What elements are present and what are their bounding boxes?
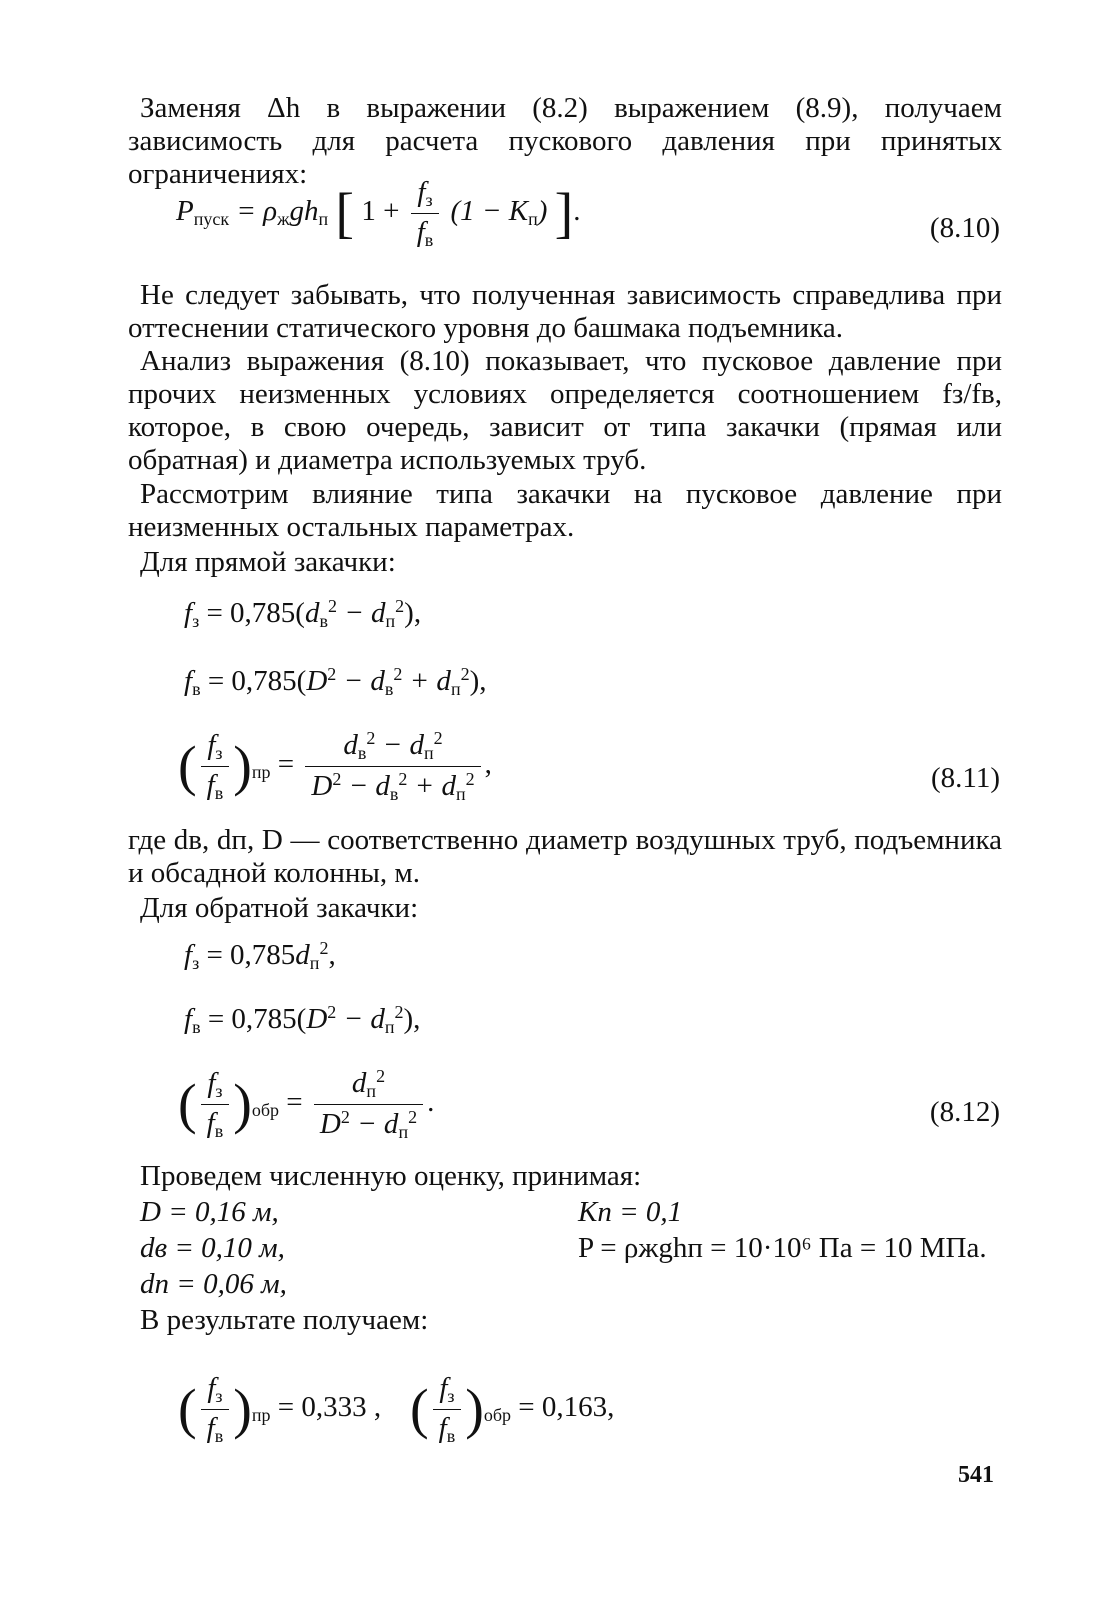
result-reverse: ( $\frac{f_з}{f_в}$ )$_{обр} = 0,163$, [410, 1372, 615, 1446]
page-number: 541 [958, 1462, 994, 1488]
paragraph-4: Рассмотрим влияние типа закачки на пусковое давление при неизменных остальных параметрах. [128, 478, 1002, 543]
paragraph-2: Не следует забывать, что полученная зависимость справедлива при оттеснении статического уровня до башмака подъемника. [128, 279, 1002, 344]
equation-number-8-10: (8.10) [929, 212, 1000, 244]
param-D: D = 0,16 м, [140, 1196, 279, 1228]
paragraph-7: Для обратной закачки: [140, 892, 419, 924]
result-direct-value: 0,333 [301, 1391, 367, 1424]
equation-fv-direct: $f_в = 0,785(D^2 - d_в^2 + d_п^2)$, [184, 664, 487, 699]
equation-fz-reverse: $f_з = 0,785d_п^2$, [184, 938, 336, 973]
equation-number-8-12: (8.12) [929, 1096, 1000, 1128]
param-dv: dв = 0,10 м, [140, 1232, 285, 1264]
paragraph-5: Для прямой закачки: [140, 546, 396, 578]
equation-fv-reverse: $f_в = 0,785(D^2 - d_п^2)$, [184, 1002, 421, 1037]
equation-ratio-direct: ( $\frac{f_з}{f_в}$ )$_{пр}$ = $\frac{d_в^2 - d_п^2}{D^2 - d_в^2 + d_п^2}$ , [178, 728, 492, 804]
result-direct: ( $\frac{f_з}{f_в}$ )$_{пр} = 0,333$ , [178, 1372, 382, 1446]
paragraph-3: Анализ выражения (8.10) показывает, что пусковое давление при прочих неизменных условиях определяется соотношением fз/fв, которое, в свою очередь, зависит от типа закачки (прямая или обратная) и диаметра используемых труб. [128, 345, 1002, 476]
param-P: P = ρжghп = 10·10⁶ Па = 10 МПа. [578, 1232, 987, 1264]
equation-number-8-11: (8.11) [931, 762, 1000, 794]
paragraph-8: Проведем численную оценку, принимая: [140, 1160, 642, 1192]
paragraph-6: где dв, dп, D — соответственно диаметр воздушных труб, подъемника и обсадной колонны, м. [128, 824, 1002, 889]
equation-fz-direct: $f_з = 0,785(d_в^2 - d_п^2)$, [184, 596, 422, 631]
paragraph-1: Заменяя Δh в выражении (8.2) выражением (8.9), получаем зависимость для расчета пускового давления при принятых ограничениях: [128, 92, 1002, 190]
equation-8-10: $P_{пуск} = \rho_жgh_п$ [ 1 + $\frac{f_з}{f_в}$ $(1 - K_п)$ ]. [176, 176, 581, 250]
param-dp: dп = 0,06 м, [140, 1268, 287, 1300]
param-K: Kп = 0,1 [578, 1196, 683, 1228]
paragraph-9: В результате получаем: [140, 1304, 429, 1336]
result-reverse-value: 0,163 [541, 1391, 608, 1424]
equation-ratio-reverse: ( $\frac{f_з}{f_в}$ )$_{обр}$ = $\frac{d_п^2}{D^2 - d_п^2}$ . [178, 1066, 435, 1142]
